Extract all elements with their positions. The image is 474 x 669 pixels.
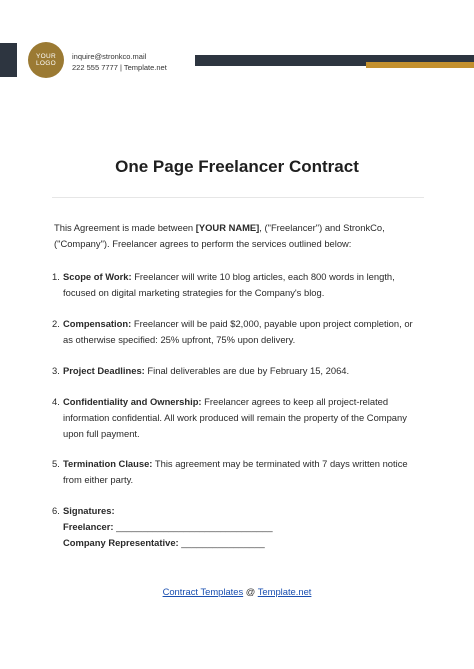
template-net-link[interactable]: Template.net <box>257 586 312 597</box>
company-signature-blank: ________________ <box>178 537 265 548</box>
clause-number: 2. <box>52 318 60 329</box>
company-logo <box>28 42 64 78</box>
company-signature-label: Company Representative: <box>63 537 179 548</box>
clause-heading: Signatures: <box>63 505 115 516</box>
contact-phone-site: 222 555 7777 | Template.net <box>72 63 167 72</box>
freelancer-signature-line[interactable] <box>63 519 424 535</box>
clause-signatures <box>52 503 424 551</box>
logo-text-line1: YOUR <box>36 53 56 60</box>
logo-text-line2: LOGO <box>36 60 56 67</box>
clause-heading: Project Deadlines: <box>63 365 145 376</box>
clause-number: 1. <box>52 271 60 282</box>
clause-termination <box>52 456 424 488</box>
clause-text: Final deliverables are due by February 15, 2064. <box>144 365 350 376</box>
clause-text: Freelancer will be paid $2,000, payable upon project completion, or as otherwise specified: 25% upfront, 75% upon delivery. <box>63 318 413 345</box>
intro-name-placeholder: [YOUR NAME] <box>195 222 260 233</box>
clause-number: 3. <box>52 365 60 376</box>
clause-project-deadlines <box>52 363 424 379</box>
header-left-accent-bar <box>0 43 17 77</box>
clause-heading: Scope of Work: <box>63 271 132 282</box>
clause-number: 5. <box>52 458 60 469</box>
clause-heading: Termination Clause: <box>63 458 153 469</box>
contact-email: inquire@stronkco.mail <box>72 52 147 61</box>
clause-text: Freelancer will write 10 blog articles, each 800 words in length, focused on digital marketing strategies for the Company's blog. <box>63 271 395 298</box>
header-gold-bar <box>366 62 474 68</box>
contact-info <box>72 51 167 73</box>
contract-templates-link[interactable]: Contract Templates <box>162 586 244 597</box>
clause-number: 4. <box>52 396 60 407</box>
clause-confidentiality <box>52 394 424 442</box>
clause-compensation <box>52 316 424 348</box>
freelancer-signature-label: Freelancer: <box>63 521 114 532</box>
intro-text-end: , ("Freelancer") and StronkCo, ("Company"). Freelancer agrees to perform the services outlined below: <box>54 222 385 249</box>
footer-separator: @ <box>243 586 258 597</box>
freelancer-signature-blank: ______________________________ <box>113 521 273 532</box>
document-title: One Page Freelancer Contract <box>115 157 359 176</box>
clause-number: 6. <box>52 505 60 516</box>
title-divider <box>52 197 424 198</box>
clause-heading: Compensation: <box>63 318 132 329</box>
clause-text: This agreement may be terminated with 7 days written notice from either party. <box>63 458 408 485</box>
clause-heading: Confidentiality and Ownership: <box>63 396 202 407</box>
intro-paragraph <box>54 220 424 252</box>
footer <box>0 586 474 597</box>
clause-scope-of-work <box>52 269 424 301</box>
company-signature-line[interactable] <box>63 535 424 551</box>
intro-text-start: This Agreement is made between <box>54 222 196 233</box>
clause-text: Freelancer agrees to keep all project-related information confidential. All work produced will remain the property of the Company upon full payment. <box>63 396 407 439</box>
